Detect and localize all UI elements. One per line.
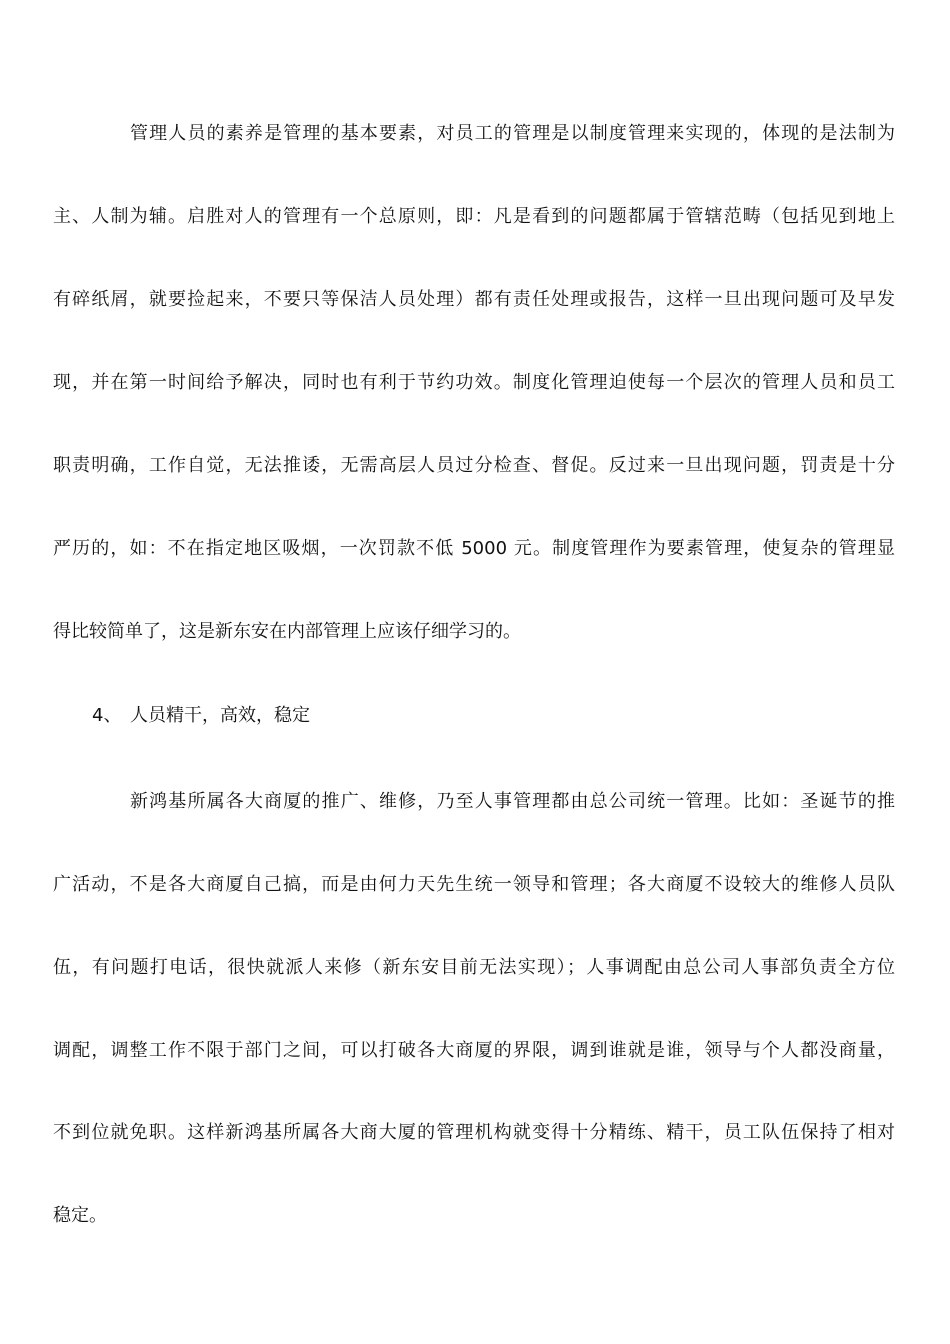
paragraph-1-line-3: 有碎纸屑，就要捡起来，不要只等保洁人员处理）都有责任处理或报告，这样一旦出现问题可及早发	[53, 289, 895, 310]
paragraph-2-line-1: 新鸿基所属各大商厦的推广、维修，乃至人事管理都由总公司统一管理。比如：圣诞节的推	[130, 791, 895, 812]
paragraph-1-line-5: 职责明确，工作自觉，无法推诿，无需高层人员过分检查、督促。反过来一旦出现问题，罚责是十分	[53, 455, 895, 476]
paragraph-1-line-7: 得比较简单了，这是新东安在内部管理上应该仔细学习的。	[53, 621, 521, 642]
paragraph-1-line-2: 主、人制为辅。启胜对人的管理有一个总原则，即：凡是看到的问题都属于管辖范畴（包括见到地上	[53, 206, 895, 227]
paragraph-2-line-5: 不到位就免职。这样新鸿基所属各大商大厦的管理机构就变得十分精练、精干，员工队伍保持了相对	[53, 1122, 895, 1143]
paragraph-1-line-4: 现，并在第一时间给予解决，同时也有利于节约功效。制度化管理迫使每一个层次的管理人员和员工	[53, 372, 895, 393]
paragraph-2-line-3: 伍，有问题打电话，很快就派人来修（新东安目前无法实现）；人事调配由总公司人事部负责全方位	[53, 957, 895, 978]
paragraph-1-line-6: 严历的，如：不在指定地区吸烟，一次罚款不低 5000 元。制度管理作为要素管理，使复杂的管理显	[53, 538, 895, 559]
paragraph-2-line-4: 调配，调整工作不限于部门之间，可以打破各大商厦的界限，调到谁就是谁，领导与个人都没商量，	[53, 1040, 895, 1061]
section-heading-number: 4、	[92, 705, 122, 726]
paragraph-2-line-2: 广活动，不是各大商厦自己搞，而是由何力天先生统一领导和管理；各大商厦不设较大的维修人员队	[53, 874, 895, 895]
paragraph-2-line-6: 稳定。	[53, 1205, 107, 1226]
section-heading-text: 人员精干，高效，稳定	[130, 705, 310, 726]
paragraph-1-line-1: 管理人员的素养是管理的基本要素，对员工的管理是以制度管理来实现的，体现的是法制为	[130, 123, 895, 144]
